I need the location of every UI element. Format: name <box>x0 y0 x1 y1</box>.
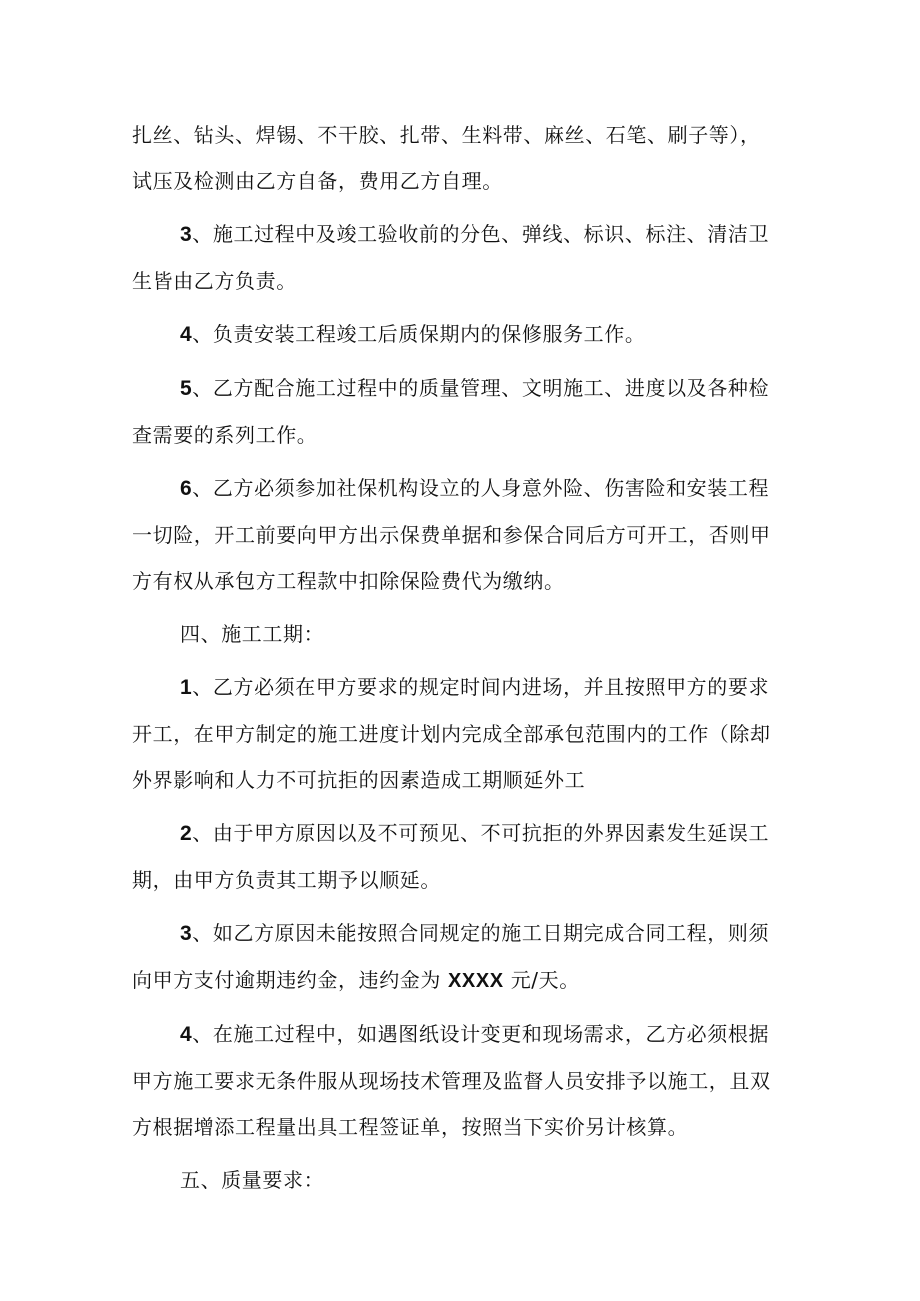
penalty-amount: XXXX <box>447 970 504 992</box>
item-text: 、如乙方原因未能按照合同规定的施工日期完成合同工程，则须 <box>192 921 770 945</box>
paragraph-item-6-insurance <box>132 465 812 604</box>
paragraph-schedule-item-2 <box>132 810 812 903</box>
item-text: 、由于甲方原因以及不可预见、不可抗拒的外界因素发生延误工 <box>192 821 770 845</box>
item-text: 、乙方必须在甲方要求的规定时间内进场，并且按照甲方的要求 <box>192 675 770 699</box>
text-line <box>132 365 812 412</box>
section-heading-schedule <box>132 611 812 657</box>
text-line <box>132 465 812 512</box>
paragraph-item-4-warranty <box>132 311 812 358</box>
text-line: 方根据增添工程量出具工程签证单，按照当下实价另计核算。 <box>132 1115 689 1139</box>
item-text: 、施工过程中及竣工验收前的分色、弹线、标识、标注、清洁卫 <box>192 222 770 246</box>
text-line <box>132 810 812 857</box>
text-line: 方有权从承包方工程款中扣除保险费代为缴纳。 <box>132 569 565 593</box>
item-number: 2 <box>180 822 193 845</box>
paragraph-schedule-item-4 <box>132 1011 812 1150</box>
penalty-unit: 元/天。 <box>510 968 580 992</box>
text-line: 查需要的系列工作。 <box>132 423 318 447</box>
text-line <box>132 910 812 957</box>
paragraph-item-3-marking <box>132 211 812 304</box>
section-heading-quality <box>132 1157 812 1203</box>
text-line: 开工，在甲方制定的施工进度计划内完成全部承包范围内的工作（除却 <box>132 722 771 746</box>
item-number: 3 <box>180 922 193 945</box>
text-line: 一切险，开工前要向甲方出示保费单据和参保合同后方可开工，否则甲 <box>132 523 771 547</box>
text-line: 生皆由乙方负责。 <box>132 269 297 293</box>
paragraph-schedule-item-3-penalty <box>132 910 812 1004</box>
item-number: 6 <box>180 477 193 500</box>
text-line <box>132 311 812 358</box>
paragraph-materials-continuation <box>132 112 812 204</box>
text-line: 甲方施工要求无条件服从现场技术管理及监督人员安排予以施工，且双 <box>132 1069 771 1093</box>
document-body <box>132 112 812 1210</box>
item-text: 、乙方配合施工过程中的质量管理、文明施工、进度以及各种检 <box>192 376 770 400</box>
text-line <box>132 1011 812 1058</box>
item-number: 5 <box>180 377 193 400</box>
heading-text: 四、施工工期： <box>180 622 325 646</box>
item-number: 1 <box>180 676 193 699</box>
text-line: 试压及检测由乙方自备，费用乙方自理。 <box>132 169 503 193</box>
item-text: 、负责安装工程竣工后质保期内的保修服务工作。 <box>192 322 646 346</box>
paragraph-schedule-item-1 <box>132 664 812 803</box>
item-number: 4 <box>180 1023 193 1046</box>
paragraph-item-5-cooperation <box>132 365 812 458</box>
text-line: 期，由甲方负责其工期予以顺延。 <box>132 868 441 892</box>
text-line <box>132 211 812 258</box>
heading-text: 五、质量要求： <box>180 1168 325 1192</box>
item-number: 3 <box>180 223 193 246</box>
text-line: 外界影响和人力不可抗拒的因素造成工期顺延外工 <box>132 768 586 792</box>
text-line <box>132 664 812 711</box>
item-number: 4 <box>180 323 193 346</box>
text-line <box>132 957 812 1004</box>
item-text: 、乙方必须参加社保机构设立的人身意外险、伤害险和安装工程 <box>192 476 770 500</box>
text-line: 扎丝、钻头、焊锡、不干胶、扎带、生料带、麻丝、石笔、刷子等）， <box>132 123 761 147</box>
penalty-text: 向甲方支付逾期违约金，违约金为 <box>132 968 441 992</box>
item-text: 、在施工过程中，如遇图纸设计变更和现场需求，乙方必须根据 <box>192 1022 770 1046</box>
